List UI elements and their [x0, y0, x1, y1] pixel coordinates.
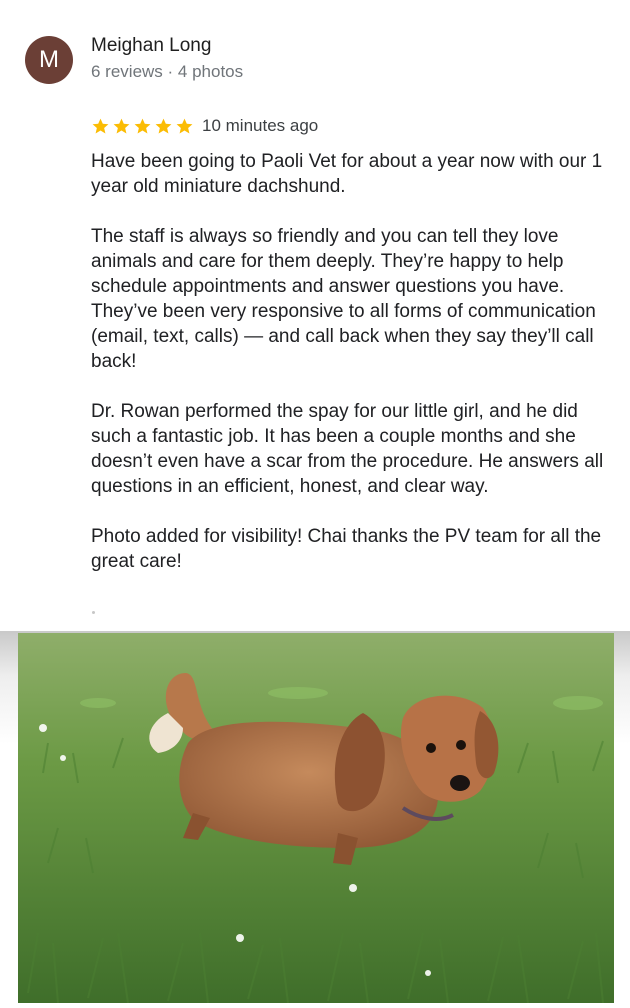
review-paragraph: Have been going to Paoli Vet for about a year now with our 1 year old miniature dachshund.: [91, 151, 603, 197]
star-icon: [91, 117, 110, 136]
review-paragraph: Dr. Rowan performed the spay for our little girl, and he did such a fantastic job. It has been a couple months and she doesn’t even have a scar from the procedure. He answers all questions in an efficient, honest, and clear way.: [91, 401, 604, 497]
reviewer-meta: 6 reviews · 4 photos: [91, 62, 244, 81]
review-photo[interactable]: [18, 633, 614, 1003]
avatar[interactable]: M: [25, 36, 73, 84]
divider-dot: [92, 611, 95, 614]
star-icon: [175, 117, 194, 136]
rating-row: [91, 115, 318, 137]
star-icon: [133, 117, 152, 136]
review-photo-area: [0, 631, 630, 1008]
dachshund-photo: [18, 633, 614, 1003]
review-time: 10 minutes ago: [202, 116, 319, 135]
review-text: [91, 149, 616, 599]
star-icon: [154, 117, 173, 136]
star-icon: [112, 117, 131, 136]
reviewer-name[interactable]: Meighan Long: [91, 35, 212, 56]
star-rating: [91, 117, 194, 136]
review-paragraph: Photo added for visibility! Chai thanks the PV team for all the great care!: [91, 526, 602, 572]
review-paragraph: The staff is always so friendly and you can tell they love animals and care for them deeply. They’re happy to help schedule appointments and answer questions you have. They’ve been very responsive to all forms of communication (email, text, calls) — and call back when they say they’ll call back!: [91, 226, 596, 372]
